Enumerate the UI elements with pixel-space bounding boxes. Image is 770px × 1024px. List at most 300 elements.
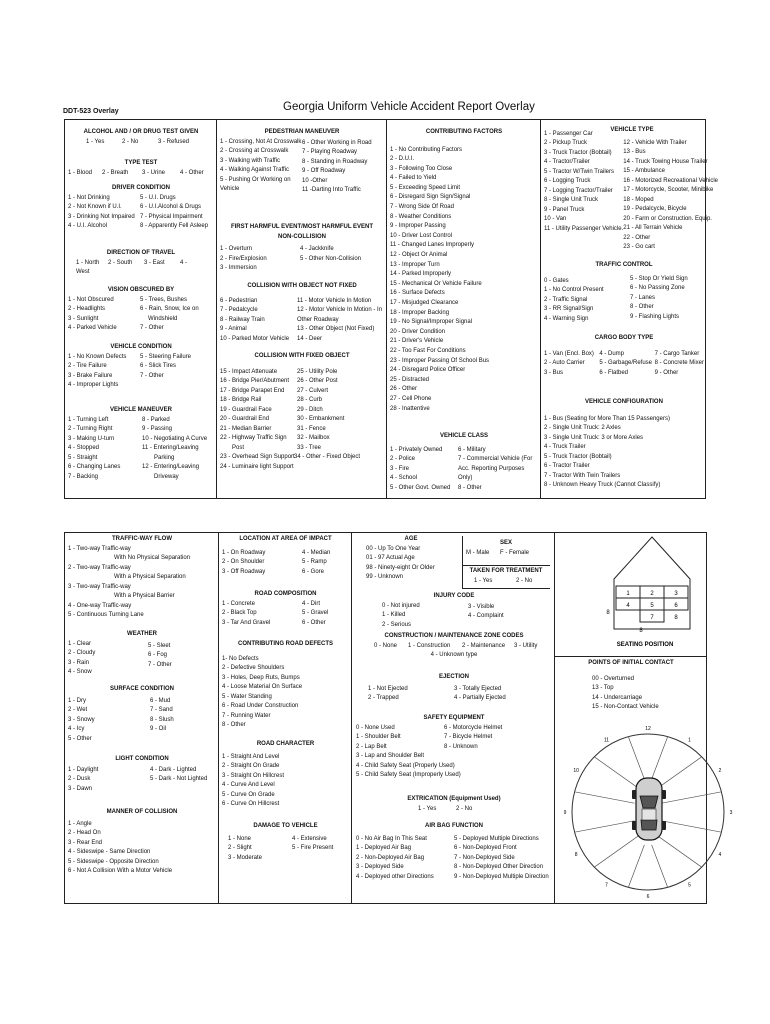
collision-object-option: 10 - Parked Motor Vehicle	[220, 335, 290, 342]
vehicle-type-option: 14 - Truck Towing House Trailer	[623, 158, 708, 165]
vehicle-type-option: 6 - Logging Truck	[544, 178, 591, 184]
vision-option: 6 - Rain, Snow, Ice on	[140, 306, 199, 312]
contributing-option: 23 - Improper Passing Of School Bus	[390, 357, 490, 364]
poi-clock-label: 3	[729, 810, 733, 816]
collision-fixed-option: 30 - Embankment	[297, 416, 345, 422]
poi-clock-label: 6	[646, 894, 650, 900]
driver-condition-title: DRIVER CONDITION	[111, 185, 170, 191]
collision-object-option: 9 - Animal	[220, 326, 247, 332]
contributing-option: 7 - Wrong Side Of Road	[390, 204, 454, 211]
surface-option: 3 - Snowy	[68, 716, 95, 723]
vehicle-type-option: 22 - Other	[623, 234, 651, 241]
vehicle-maneuver-section	[68, 406, 214, 482]
collision-fixed-option: 28 - Curb	[297, 397, 323, 403]
pedestrian-option: 6 - Other Working in Road	[302, 139, 372, 146]
first-harmful-section	[220, 223, 384, 274]
surface-option: 2 - Wet	[68, 707, 88, 713]
damage-option: 3 - Moderate	[228, 854, 263, 861]
collision-fixed-option: 20 - Guardrail End	[220, 416, 270, 422]
sex-section	[462, 539, 550, 558]
damage-option: 2 - Slight	[228, 845, 252, 851]
vehicle-maneuver-option: 12 - Entering/Leaving	[142, 464, 200, 470]
first-harmful-option: 5 - Other Non-Collision	[300, 255, 362, 262]
vision-option: 4 - Parked Vehicle	[68, 325, 117, 331]
contributing-option: 10 - Driver Lost Control	[390, 232, 453, 239]
seat-number: 1	[626, 591, 630, 597]
vehicle-condition-option: 4 - Improper Lights	[68, 382, 119, 388]
contributing-option: 22 - Too Fast For Conditions	[390, 347, 466, 354]
collision-object-option: 7 - Pedalcycle	[220, 307, 258, 313]
collision-object-title: COLLISION WITH OBJECT NOT FIXED	[247, 283, 357, 289]
driver-condition-option: 3 - Drinking Not Impaired	[68, 213, 135, 220]
collision-fixed-option: 22 - Highway Traffic Sign	[220, 435, 287, 441]
collision-manner-title: MANNER OF COLLISION	[106, 809, 178, 815]
taken-option: 1 - Yes	[474, 577, 493, 584]
airbag-option: 9 - Non-Deployed Multiple Direction	[454, 873, 549, 880]
construction-option: 1 - Construction	[408, 642, 451, 649]
road-comp-option: 1 - Concrete	[222, 600, 256, 607]
traffic-control-option: 2 - Traffic Signal	[544, 296, 588, 303]
vehicle-type-option: 17 - Motorcycle, Scooter, Minibike	[623, 187, 714, 193]
ejection-option: 4 - Partially Ejected	[454, 695, 506, 701]
road-char-option: 1 - Straight And Level	[222, 753, 280, 760]
collision-manner-option: 5 - Sideswipe - Opposite Direction	[68, 858, 159, 865]
car-icon	[632, 778, 666, 840]
airbag-option: 5 - Deployed Multiple Directions	[454, 835, 539, 842]
test-type-option: 4 - Other	[180, 169, 204, 176]
sex-option: F - Female	[500, 549, 530, 556]
collision-fixed-option: 24 - Luminaire light Support	[220, 463, 294, 470]
alcohol-title: ALCOHOL AND / OR DRUG TEST GIVEN	[83, 129, 199, 135]
light-option: 5 - Dark - Not Lighted	[150, 776, 208, 782]
weather-title: WEATHER	[127, 631, 157, 637]
vehicle-condition-option: 5 - Steering Failure	[140, 353, 192, 360]
vehicle-maneuver-option: 11 - Entering/Leaving	[142, 445, 199, 451]
contributing-option: 1 - No Contributing Factors	[390, 146, 463, 153]
vehicle-class-option: 3 - Fire	[390, 465, 410, 472]
vehicle-maneuver-option: 5 - Straight	[68, 454, 98, 461]
vehicle-maneuver-option: 1 - Turning Left	[68, 416, 109, 423]
vehicle-condition-section	[68, 343, 214, 391]
age-option: 00 - Up To One Year	[366, 545, 421, 552]
location-option: 4 - Median	[302, 549, 331, 556]
traffic-control-option: 0 - Gates	[544, 277, 569, 284]
collision-object-option: 12 - Motor Vehicle In Motion - In	[297, 307, 383, 313]
direction-option: 4 -	[180, 259, 188, 266]
collision-object-option: 6 - Pedestrian	[220, 297, 258, 304]
contributing-option: 12 - Object Or Animal	[390, 252, 448, 259]
seating-diagram	[556, 533, 706, 655]
vehicle-config-title: VEHICLE CONFIGURATION	[585, 399, 663, 405]
trafficway-title: TRAFFIC-WAY FLOW	[112, 536, 172, 542]
collision-object-option: 11 - Motor Vehicle In Motion	[297, 297, 372, 304]
test-type-option: 3 - Urine	[142, 169, 166, 176]
pedestrian-option: 7 - Playing Roadway	[302, 149, 358, 155]
light-option: 1 - Daylight	[68, 766, 99, 773]
traffic-control-section	[544, 261, 704, 324]
driver-condition-option: 8 - Apparently Fell Asleep	[140, 223, 209, 229]
collision-fixed-section	[220, 352, 384, 472]
test-type-section	[68, 159, 214, 178]
trafficway-option: 1 - Two-way Traffic-way	[68, 545, 131, 552]
vehicle-config-option: 5 - Truck Tractor (Bobtail)	[544, 453, 612, 460]
poi-spoke	[662, 792, 722, 803]
age-option: 01 - 97 Actual Age	[366, 555, 415, 561]
weather-option: 4 - Snow	[68, 669, 92, 675]
collision-fixed-option: 27 - Culvert	[297, 387, 329, 394]
poi-clock-label: 11	[603, 737, 610, 744]
contributing-title: CONTRIBUTING FACTORS	[425, 129, 503, 135]
cargo-option: 9 - Other	[654, 369, 679, 376]
safety-section	[356, 714, 552, 781]
vehicle-maneuver-option: 7 - Backing	[68, 473, 99, 480]
injury-title: INJURY CODE	[433, 593, 475, 599]
traffic-control-option: 6 - No Passing Zone	[630, 285, 685, 291]
vehicle-type-option: 7 - Logging Tractor/Trailer	[544, 187, 613, 194]
weather-option: 3 - Rain	[68, 659, 90, 666]
location-option: 5 - Ramp	[302, 559, 327, 565]
direction-title: DIRECTION OF TRAVEL	[106, 250, 176, 256]
safety-title: SAFETY EQUIPMENT	[423, 715, 485, 721]
collision-fixed-option: 18 - Bridge Rail	[220, 397, 262, 403]
collision-fixed-option: 17 - Bridge Parapet End	[220, 387, 285, 394]
collision-fixed-option: 29 - Ditch	[297, 406, 323, 413]
construction-option: 4 - Unknown type	[430, 652, 478, 658]
poi-title: POINTS OF INITIAL CONTACT	[588, 660, 674, 666]
poi-spoke	[575, 821, 635, 832]
vehicle-type-option: 2 - Pickup Truck	[544, 140, 588, 146]
surface-option: 8 - Slush	[150, 716, 174, 723]
construction-option: 0 - None	[374, 642, 398, 649]
cargo-option: 2 - Auto Carrier	[544, 360, 585, 366]
safety-option: 3 - Lap and Shoulder Belt	[356, 753, 425, 759]
age-section	[366, 535, 456, 583]
vehicle-class-section	[390, 432, 538, 493]
vehicle-class-option: 7 - Commercial Vehicle (For	[458, 456, 533, 462]
ejection-option: 3 - Totally Ejected	[454, 685, 502, 692]
injury-option: 3 - Visible	[468, 603, 495, 610]
sex-box-line	[462, 588, 550, 589]
weather-section	[68, 630, 216, 678]
vehicle-class-option: Acc. Reporting Purposes	[458, 465, 525, 472]
extrication-section	[356, 795, 552, 814]
road-defects-option: 7 - Running Water	[222, 712, 271, 719]
collision-manner-option: 6 - Not A Collision With a Motor Vehicle	[68, 868, 173, 874]
age-option: 98 - Ninety-eight Or Older	[366, 564, 435, 571]
taken-option: 2 - No	[516, 577, 533, 584]
vehicle-maneuver-option: Parking	[154, 454, 175, 461]
cargo-option: 5 - Garbage/Refuse	[599, 360, 653, 366]
poi-spoke	[658, 836, 702, 867]
vehicle-maneuver-option: 8 - Parked	[142, 416, 170, 423]
pedestrian-section	[220, 128, 384, 196]
light-section	[68, 755, 216, 794]
damage-title: DAMAGE TO VEHICLE	[253, 823, 318, 829]
collision-object-option: Other Roadway	[297, 316, 339, 323]
road-comp-section	[222, 590, 349, 628]
collision-fixed-option: 21 - Median Barrier	[220, 425, 272, 432]
vehicle-class-title: VEHICLE CLASS	[439, 433, 488, 439]
safety-option: 2 - Lap Belt	[356, 743, 387, 750]
traffic-control-option: 3 - RR Signal/Sign	[544, 306, 594, 312]
first-harmful-option: 4 - Jackknife	[300, 246, 334, 252]
contributing-option: 9 - Improper Passing	[390, 223, 446, 230]
vehicle-type-option: 12 - Vehicle With Trailer	[623, 139, 687, 146]
pedestrian-option: 1 - Crossing, Not At Crosswalk	[220, 138, 302, 145]
contributing-option: 13 - Improper Turn	[390, 261, 440, 268]
light-option: 3 - Dawn	[68, 785, 93, 792]
seat-number: 7	[650, 615, 654, 621]
top-divider-3	[540, 119, 541, 499]
vehicle-type-option: 8 - Single Unit Truck	[544, 197, 599, 203]
road-comp-option: 2 - Black Top	[222, 610, 257, 616]
age-option: 99 - Unknown	[366, 574, 404, 580]
vehicle-maneuver-option: 2 - Turning Right	[68, 426, 113, 432]
document-id: DDT-523 Overlay	[63, 108, 119, 115]
vehicle-class-option: 1 - Privately Owned	[390, 446, 443, 453]
contributing-option: 26 - Other	[390, 386, 418, 393]
poi-spoke	[658, 757, 702, 788]
safety-option: 0 - None Used	[356, 724, 395, 731]
poi-clock-label: 7	[605, 882, 608, 889]
contributing-option: 28 - Inattentive	[390, 405, 430, 412]
top-divider-2	[386, 119, 387, 499]
location-option: 6 - Gore	[302, 568, 325, 575]
pedestrian-option: 8 - Standing in Roadway	[302, 158, 368, 165]
driver-condition-option: 4 - U.I. Alcohol	[68, 223, 108, 229]
poi-spoke	[662, 821, 722, 832]
poi-clock-label: 1	[688, 737, 691, 744]
vehicle-type-option: 18 - Moped	[623, 196, 654, 203]
damage-option: 5 - Fire Present	[292, 845, 334, 851]
road-char-section	[222, 740, 349, 810]
alcohol-section	[68, 128, 214, 147]
injury-option: 0 - Not injured	[382, 602, 420, 609]
contributing-option: 11 - Changed Lanes Improperly	[390, 242, 474, 249]
vehicle-maneuver-option: 10 - Negotiating A Curve	[142, 435, 208, 442]
pedestrian-option: 4 - Walking Against Traffic	[220, 167, 290, 173]
driver-condition-option: 5 - U.I. Drugs	[140, 194, 176, 201]
road-comp-option: 4 - Dirt	[302, 600, 320, 607]
road-defects-option: 4 - Loose Material On Surface	[222, 684, 303, 690]
injury-option: 4 - Complaint	[468, 613, 504, 619]
trafficway-option: 5 - Continuous Turning Lane	[68, 612, 144, 618]
ejection-title: EJECTION	[438, 674, 469, 680]
poi-option: 13 - Top	[592, 685, 614, 691]
contributing-option: 5 - Exceeding Speed Limit	[390, 184, 461, 191]
vehicle-maneuver-option: Driveway	[154, 473, 179, 480]
contributing-option: 19 - No Signal/Improper Signal	[390, 319, 473, 326]
poi-option: 00 - Overturned	[592, 675, 635, 682]
trafficway-option: 2 - Two-way Traffic-way	[68, 564, 131, 571]
collision-object-option: 8 - Railway Train	[220, 316, 265, 323]
pedestrian-option: 2 - Crossing at Crosswalk	[220, 148, 289, 154]
poi-wheel	[556, 716, 733, 904]
surface-option: 1 - Dry	[68, 697, 86, 704]
vision-option: Windshield	[148, 315, 178, 322]
alcohol-option: 2 - No	[122, 138, 139, 145]
road-defects-option: 3 - Holes, Deep Ruts, Bumps	[222, 674, 300, 681]
traffic-control-option: 8 - Other	[630, 304, 654, 310]
vehicle-type-option: 5 - Tractor W/Twin Trailers	[544, 168, 615, 175]
airbag-option: 8 - Non-Deployed Other Direction	[454, 864, 544, 870]
safety-option: 6 - Motorcycle Helmet	[444, 724, 503, 731]
location-option: 3 - Off Roadway	[222, 568, 266, 575]
driver-condition-option: 2 - Not Known if U.I.	[68, 204, 122, 210]
cargo-title: CARGO BODY TYPE	[594, 335, 654, 341]
airbag-title: AIR BAG FUNCTION	[425, 823, 483, 829]
vehicle-condition-title: VEHICLE CONDITION	[110, 344, 172, 350]
driver-condition-option: 6 - U.I.Alcohol & Drugs	[140, 204, 202, 210]
safety-option: 1 - Shoulder Belt	[356, 734, 401, 740]
poi-spoke	[652, 845, 668, 888]
seating-title: SEATING POSITION	[616, 642, 674, 648]
injury-section	[356, 592, 552, 630]
vehicle-type-title: VEHICLE TYPE	[610, 127, 654, 133]
cargo-option: 6 - Flatbed	[599, 369, 628, 376]
collision-fixed-option: 23 - Overhead Sign Support	[220, 454, 295, 460]
contributing-option: 18 - Improper Backing	[390, 309, 450, 316]
vehicle-type-option: 19 - Pedalcycle, Bicycle	[623, 206, 687, 212]
pedestrian-option: 3 - Walking with Traffic	[220, 157, 281, 164]
vehicle-maneuver-option: 4 - Stopped	[68, 445, 100, 451]
vehicle-type-option: 16 - Motorized Recreational Vehicle	[623, 177, 718, 184]
vehicle-maneuver-option: 3 - Making U-turn	[68, 435, 115, 442]
first-harmful-title: FIRST HARMFUL EVENT/MOST HARMFUL EVENT	[230, 224, 374, 230]
ejection-option: 2 - Trapped	[368, 695, 399, 701]
construction-section	[356, 632, 552, 661]
first-harmful-option: 1 - Overturn	[220, 246, 253, 252]
contributing-section	[390, 128, 538, 414]
location-option: 2 - On Shoulder	[222, 559, 265, 565]
contributing-option: 27 - Cell Phone	[390, 395, 432, 402]
bottom-divider-3	[554, 532, 555, 904]
first-harmful-subtitle: NON-COLLISION	[278, 233, 326, 240]
vehicle-config-option: 1 - Bus (Seating for More Than 15 Passengers)	[544, 415, 670, 422]
contributing-option: 15 - Mechanical Or Vehicle Failure	[390, 280, 482, 287]
vehicle-class-option: 5 - Other Govt. Owned	[390, 484, 451, 491]
seat-number: 8	[606, 610, 610, 616]
airbag-option: 7 - Non-Deployed Side	[454, 854, 515, 861]
vehicle-class-option: 4 - School	[390, 475, 418, 481]
poi-spoke	[594, 836, 638, 867]
road-char-option: 3 - Straight On Hillcrest	[222, 772, 285, 779]
vehicle-type-option: 10 - Van	[544, 216, 567, 222]
vehicle-config-option: 8 - Unknown Heavy Truck (Cannot Classify)	[544, 482, 661, 488]
traffic-control-option: 1 - No Control Present	[544, 287, 604, 293]
traffic-control-option: 5 - Stop Or Yield Sign	[630, 275, 688, 282]
injury-option: 2 - Serious	[382, 621, 412, 628]
construction-title: CONSTRUCTION / MAINTENANCE ZONE CODES	[384, 633, 524, 639]
collision-manner-section	[68, 808, 216, 877]
road-defects-option: 1- No Defects	[222, 655, 259, 662]
road-char-option: 6 - Curve On Hillcrest	[222, 801, 280, 807]
top-divider-1	[216, 119, 217, 499]
contributing-option: 14 - Parked Improperly	[390, 271, 452, 278]
trafficway-option: With No Physical Separation	[114, 555, 191, 561]
surface-option: 9 - Oil	[150, 726, 167, 732]
age-title: AGE	[404, 536, 418, 542]
light-option: 2 - Dusk	[68, 776, 91, 782]
vehicle-type-option: 23 - Go cart	[623, 244, 655, 250]
trafficway-option: With a Physical Barrier	[114, 593, 175, 599]
airbag-option: 2 - Non-Deployed Air Bag	[356, 854, 425, 861]
traffic-control-title: TRAFFIC CONTROL	[595, 262, 653, 268]
vehicle-condition-option: 2 - Tire Failure	[68, 363, 107, 369]
traffic-control-option: 7 - Lanes	[630, 294, 656, 301]
weather-option: 5 - Sleet	[148, 642, 171, 649]
vehicle-config-option: 2 - Single Unit Truck: 2 Axles	[544, 425, 621, 431]
seat-number: 2	[650, 591, 654, 597]
collision-object-option: 14 - Deer	[297, 335, 323, 342]
pedestrian-option: 11 -Darting Into Traffic	[302, 187, 361, 193]
test-type-option: 2 - Breath	[102, 169, 129, 176]
alcohol-option: 1 - Yes	[86, 138, 105, 145]
contributing-option: 21 - Driver's Vehicle	[390, 338, 444, 345]
trafficway-option: 4 - One-way Traffic-way	[68, 602, 132, 609]
vehicle-maneuver-option: 9 - Passing	[142, 426, 173, 432]
vehicle-class-option: 6 - Military	[458, 446, 486, 453]
pedestrian-option: Vehicle	[220, 186, 240, 192]
surface-option: 5 - Other	[68, 735, 92, 742]
vision-option: 1 - Not Obscured	[68, 296, 114, 303]
airbag-option: 6 - Non-Deployed Front	[454, 845, 517, 851]
first-harmful-option: 3 - Immersion	[220, 265, 257, 271]
test-type-option: 1 - Blood	[68, 169, 93, 176]
poi-spoke	[628, 737, 644, 780]
direction-option: West	[76, 269, 90, 275]
vehicle-class-option: 2 - Police	[390, 456, 416, 462]
airbag-option: 4 - Deployed other Directions	[356, 873, 434, 880]
seat-number: 4	[626, 603, 630, 609]
poi-spoke	[594, 757, 638, 788]
safety-option: 7 - Bicycle Helmet	[444, 734, 493, 740]
safety-option: 4 - Child Safety Seat (Properly Used)	[356, 762, 455, 769]
collision-fixed-option: 33 - Tree	[297, 444, 322, 451]
seat-number: 8	[639, 628, 643, 634]
vehicle-config-option: 6 - Tractor Trailer	[544, 463, 590, 469]
seat-number: 5	[650, 603, 654, 609]
weather-option: 2 - Cloudy	[68, 650, 96, 656]
vision-option: 2 - Headlights	[68, 306, 106, 312]
road-defects-option: 8 - Other	[222, 722, 246, 728]
collision-manner-option: 4 - Sideswipe - Same Direction	[68, 849, 151, 855]
sex-title: SEX	[499, 540, 512, 546]
trafficway-section	[68, 535, 216, 621]
first-harmful-option: 2 - Fire/Explosion	[220, 255, 267, 262]
collision-fixed-option: 32 - Mailbox	[297, 435, 330, 441]
taken-title: TAKEN FOR TREATMENT	[469, 568, 543, 574]
vehicle-type-option: 15 - Ambulance	[623, 168, 665, 174]
surface-option: 6 - Mud	[150, 697, 171, 704]
light-option: 4 - Dark - Lighted	[150, 766, 197, 773]
airbag-option: 3 - Deployed Side	[356, 864, 404, 870]
location-title: LOCATION AT AREA OF IMPACT	[239, 536, 332, 542]
road-comp-option: 6 - Other	[302, 619, 326, 626]
traffic-control-option: 9 - Flashing Lights	[630, 313, 680, 320]
cargo-option: 4 - Dump	[599, 350, 624, 357]
vehicle-type-option: 11 - Utility Passenger Vehicle.	[544, 225, 624, 232]
poi-option: 14 - Undercarriage	[592, 694, 643, 701]
driver-condition-section	[68, 184, 214, 232]
road-char-title: ROAD CHARACTER	[256, 741, 315, 747]
collision-fixed-option: 16 - Bridge Pier/Abutment	[220, 378, 290, 384]
vehicle-config-option: 4 - Truck Trailer	[544, 444, 586, 450]
cargo-section	[544, 334, 704, 378]
road-comp-option: 3 - Tar And Gravel	[222, 619, 271, 626]
airbag-option: 1 - Deployed Air Bag	[356, 845, 412, 851]
trafficway-option: 3 - Two-way Traffic-way	[68, 583, 131, 590]
